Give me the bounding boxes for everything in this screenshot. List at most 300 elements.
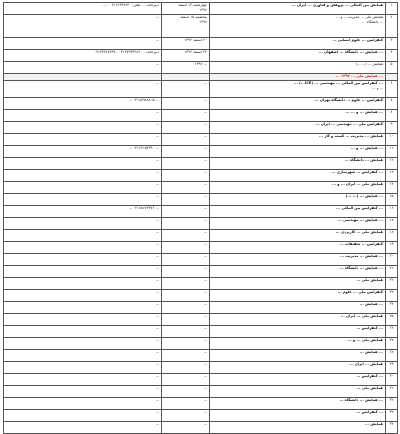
row-number-cell [386, 194, 398, 206]
table-row [4, 122, 398, 134]
row-number: ۱۳ [389, 170, 394, 174]
event-title-cell [210, 326, 386, 338]
date-cell [162, 81, 210, 98]
table-row [4, 182, 398, 194]
date-text: ... [203, 182, 207, 186]
date-text: ... [203, 218, 207, 222]
event-title-text: ... کنفرانس ... [356, 326, 383, 330]
row-number-cell [386, 98, 398, 110]
table-row [4, 254, 398, 266]
contact-text: ... [155, 398, 159, 402]
date-text: ... [203, 422, 207, 426]
contact-text: ... [155, 15, 159, 19]
date-cell [162, 158, 210, 170]
contact-cell [4, 326, 162, 338]
contact-cell [4, 122, 162, 134]
date-cell [162, 266, 210, 278]
date-cell [162, 326, 210, 338]
date-text: ... [203, 302, 207, 306]
event-title-text: ... کنفرانس بین المللی ... [336, 206, 383, 210]
table-row [4, 218, 398, 230]
row-number: ۲۲ [389, 278, 394, 282]
contact-cell [4, 206, 162, 218]
contact-text: ... [155, 386, 159, 390]
date-cell [162, 374, 210, 386]
table-row [4, 74, 398, 81]
event-title-cell [210, 338, 386, 350]
row-number-cell [386, 110, 398, 122]
event-title-text: ... همایش ... دانشگاه ... [339, 398, 383, 402]
contact-cell [4, 50, 162, 62]
contact-cell [4, 194, 162, 206]
row-number: ۲۸ [389, 350, 394, 354]
table-row [4, 50, 398, 62]
date-text: ... [203, 254, 207, 258]
table-row [4, 302, 398, 314]
contact-cell [4, 410, 162, 422]
event-title-text: ... همایش ... [359, 350, 383, 354]
event-title-text: ... همایش ... مهندسی ... [337, 218, 383, 222]
date-text: ... [203, 374, 207, 378]
table-row [4, 410, 398, 422]
contact-text: ... [155, 278, 159, 282]
event-title-cell [210, 422, 386, 434]
date-cell [162, 110, 210, 122]
event-table [3, 2, 398, 434]
date-text: ... [203, 290, 207, 294]
contact-cell [4, 350, 162, 362]
date-cell [162, 15, 210, 38]
contact-cell [4, 74, 162, 81]
contact-cell [4, 266, 162, 278]
event-title-cell [210, 254, 386, 266]
date-text: ... [203, 122, 207, 126]
event-title-text: همایش بین المللی ... پژوهش و فناوری ... ایران ... [291, 3, 383, 7]
event-title-text: همایش ملی ... ایران ... [340, 314, 383, 318]
row-number-cell [386, 398, 398, 410]
table-row [4, 386, 398, 398]
row-number-cell [386, 206, 398, 218]
date-cell [162, 278, 210, 290]
row-number-cell [386, 15, 398, 38]
event-title-text: کنفرانس ملی ... مهندسی ... ایران ... [315, 122, 383, 126]
date-cell [162, 206, 210, 218]
date-text: ... [203, 146, 207, 150]
date-text: ... [203, 110, 207, 114]
contact-text: ... [155, 362, 159, 366]
date-text [164, 74, 207, 79]
event-title-text: ... همایش ... [359, 302, 383, 306]
document-page [3, 2, 397, 426]
contact-text: ... [155, 350, 159, 354]
event-table-body [4, 3, 398, 434]
event-title-text: ... کنفرانس ... [356, 410, 383, 414]
table-row [4, 350, 398, 362]
contact-text: ... ۰۲۱۶۶۱۵۴۲۹۰ ... [128, 146, 159, 150]
table-row [4, 278, 398, 290]
date-cell [162, 146, 210, 158]
event-title-text: ... کنفرانس بین المللی ... مهندسی ... (ICE...) ... [293, 81, 383, 85]
event-title-text: همایش ... [364, 422, 383, 426]
date-text: ... [203, 230, 207, 234]
row-number: ۷ [390, 98, 393, 102]
date-cell [162, 254, 210, 266]
contact-cell [4, 170, 162, 182]
event-title-cell [210, 15, 386, 38]
date-text: ... [203, 81, 207, 85]
table-row [4, 290, 398, 302]
table-row [4, 314, 398, 326]
contact-text: ... [155, 158, 159, 162]
contact-cell [4, 158, 162, 170]
event-title-text: ... همایش ... دانشگاه ... [339, 266, 383, 270]
row-number-cell [386, 242, 398, 254]
row-number-cell [386, 326, 398, 338]
event-title-cell [210, 81, 386, 98]
event-title-text: ... همایش ... و ... ... [345, 110, 383, 114]
table-row [4, 81, 398, 98]
row-number-cell [386, 410, 398, 422]
event-title-text: همایش ... مدیریت ... کسب و کار ... [318, 134, 383, 138]
row-number-cell [386, 338, 398, 350]
contact-cell [4, 38, 162, 50]
row-number: ۳ [390, 38, 393, 42]
contact-cell [4, 15, 162, 38]
date-cell [162, 362, 210, 374]
contact-cell [4, 218, 162, 230]
event-title-cell [210, 386, 386, 398]
event-title-cell [210, 158, 386, 170]
contact-text: ... [155, 410, 159, 414]
event-title-text: ... همایش ... (... ...) [345, 194, 383, 198]
contact-cell [4, 182, 162, 194]
event-title-text: همایش ... ایران ... [349, 362, 383, 366]
contact-text: ... [155, 302, 159, 306]
date-text: ... [203, 98, 207, 102]
table-row [4, 146, 398, 158]
event-title-text: ... دانشگاه ... [362, 20, 383, 25]
date-text: ... [203, 350, 207, 354]
event-title-cell [210, 122, 386, 134]
date-cell [162, 398, 210, 410]
date-text: ۱۳۹۶ [199, 8, 207, 13]
contact-text: ... ۰۲۱۸۸۶۷۲۳۷۶ ... [128, 206, 159, 210]
date-text: ... [203, 242, 207, 246]
row-number-cell [386, 290, 398, 302]
contact-text: ... [155, 218, 159, 222]
event-title-cell [210, 290, 386, 302]
table-row [4, 38, 398, 50]
contact-text: ... [155, 182, 159, 186]
event-title-cell [210, 182, 386, 194]
event-title-cell [210, 410, 386, 422]
contact-cell [4, 362, 162, 374]
row-number-cell [386, 302, 398, 314]
contact-cell [4, 254, 162, 266]
table-row [4, 422, 398, 434]
contact-cell [4, 314, 162, 326]
date-text: ... ۱۳۹۷ [194, 62, 207, 66]
date-cell [162, 122, 210, 134]
table-row [4, 194, 398, 206]
row-number-cell [386, 350, 398, 362]
event-title-cell [210, 230, 386, 242]
event-title-text: همایش ملی ... [356, 278, 383, 282]
row-number: ۲۰ [389, 254, 394, 258]
row-number: ۹ [390, 122, 393, 126]
contact-cell [4, 242, 162, 254]
row-number-cell [386, 422, 398, 434]
event-title-text: ... کنفرانس ... [356, 374, 383, 378]
row-number: ۲۱ [389, 266, 394, 270]
contact-text: ... [155, 194, 159, 198]
event-title-text: ... و ... [372, 86, 383, 91]
date-cell [162, 98, 210, 110]
date-text: ... [203, 206, 207, 210]
row-number-cell [386, 374, 398, 386]
date-text: ... [203, 278, 207, 282]
event-title-cell [210, 146, 386, 158]
contact-cell [4, 81, 162, 98]
row-number-cell [386, 266, 398, 278]
row-number: ۱۵ [389, 194, 394, 198]
row-number-cell [386, 38, 398, 50]
event-title-text: همایش ... (... ...) [355, 62, 383, 66]
date-cell [162, 302, 210, 314]
contact-cell [4, 422, 162, 434]
event-title-cell [210, 314, 386, 326]
date-text: ... [203, 158, 207, 162]
event-title-text: کنفرانس ... علوم ... دانشگاه تهران ... [314, 98, 383, 102]
date-cell [162, 218, 210, 230]
date-cell [162, 410, 210, 422]
date-cell [162, 3, 210, 15]
row-number-cell [386, 3, 398, 15]
contact-text: ... [155, 170, 159, 174]
contact-text: دبیرخانه: ... ۰۳۱۳۷۹۳۴۲۸۶ - ۰۹۱۳۳۲۸۸۳۹۷ [94, 50, 159, 54]
table-row [4, 15, 398, 38]
event-title-cell [210, 374, 386, 386]
date-cell [162, 230, 210, 242]
date-cell [162, 338, 210, 350]
contact-cell [4, 278, 162, 290]
row-number: ۸ [390, 110, 393, 114]
contact-text: ... [155, 110, 159, 114]
event-title-cell [210, 206, 386, 218]
event-title-cell [210, 62, 386, 74]
event-title-text: ... همایش ... و ... [350, 146, 383, 150]
row-number-cell [386, 74, 398, 81]
contact-cell [4, 62, 162, 74]
contact-cell [4, 146, 162, 158]
row-number: ۲۴ [389, 302, 394, 306]
table-row [4, 338, 398, 350]
table-row [4, 98, 398, 110]
contact-text: ... ۰۲۱۸۸۹۸۸۸۰۵ ... [128, 98, 159, 102]
event-title-cell [210, 278, 386, 290]
contact-cell [4, 374, 162, 386]
row-number-cell [386, 62, 398, 74]
row-number: ۲۷ [389, 338, 394, 342]
date-cell [162, 170, 210, 182]
date-cell [162, 242, 210, 254]
event-title-text: کنفرانس ... تحقیقات ... [339, 242, 383, 246]
row-number-cell [386, 146, 398, 158]
row-number-cell [386, 218, 398, 230]
event-title-cell [210, 194, 386, 206]
contact-text [6, 74, 159, 79]
date-cell [162, 350, 210, 362]
row-number-cell [386, 122, 398, 134]
row-number-cell [386, 278, 398, 290]
event-title-text: همایش ... دانشگاه ... [344, 158, 383, 162]
table-row [4, 230, 398, 242]
table-row [4, 62, 398, 74]
row-number: ۱۱ [389, 146, 394, 150]
row-number: ۲۹ [389, 362, 394, 366]
row-number-cell [386, 158, 398, 170]
table-row [4, 206, 398, 218]
table-row [4, 170, 398, 182]
contact-text: ... [155, 62, 159, 66]
date-cell [162, 422, 210, 434]
contact-text: ... [155, 242, 159, 246]
event-title-text: همایش ملی ... مدیریت ... و ... [336, 15, 383, 19]
date-cell [162, 386, 210, 398]
contact-text: ... [155, 122, 159, 126]
date-cell [162, 50, 210, 62]
contact-text: ... [155, 374, 159, 378]
row-number: ۴ [390, 50, 393, 54]
row-number: ۱۲ [389, 158, 394, 162]
row-number-cell [386, 182, 398, 194]
date-text: ... [203, 194, 207, 198]
row-number-cell [386, 134, 398, 146]
table-row [4, 266, 398, 278]
table-row [4, 110, 398, 122]
row-number: ۵ [390, 62, 393, 66]
row-number-cell [386, 314, 398, 326]
event-title-text: همایش ملی ... [356, 386, 383, 390]
event-title-text: ... همایش ... مدیریت ... [339, 254, 383, 258]
row-number-cell [386, 50, 398, 62]
contact-text: ... [155, 326, 159, 330]
date-text: ... [203, 338, 207, 342]
event-title-cell [210, 266, 386, 278]
date-cell [162, 62, 210, 74]
row-number-cell [386, 230, 398, 242]
event-title-cell [210, 134, 386, 146]
row-number: ۳۱ [389, 386, 394, 390]
date-cell [162, 290, 210, 302]
date-cell [162, 38, 210, 50]
contact-text: ... [155, 134, 159, 138]
row-number: ۲ [390, 15, 393, 19]
event-title-text: همایش ملی ... ایران ... و ... [331, 182, 383, 186]
event-title-text: کنفرانس ... علوم انسانی ... [332, 38, 383, 42]
row-number-cell [386, 81, 398, 98]
row-number: ۱۹ [389, 242, 394, 246]
date-text: ... [203, 134, 207, 138]
row-number: ۱۴ [389, 182, 394, 186]
contact-text: ... [155, 290, 159, 294]
date-text: ... [203, 170, 207, 174]
date-text: چهارشنبه ۱۴ اسفند [178, 3, 207, 7]
row-number: ۲۶ [389, 326, 394, 330]
contact-cell [4, 134, 162, 146]
event-title-text: ... همایش ملی ... ۱۳۹۷ ... [335, 74, 383, 78]
event-title-cell [210, 302, 386, 314]
event-title-cell [210, 74, 386, 81]
row-number-cell [386, 170, 398, 182]
event-title-text: همایش ملی ... و ... [347, 338, 383, 342]
event-title-cell [210, 242, 386, 254]
event-title-cell [210, 350, 386, 362]
table-row [4, 3, 398, 15]
event-title-cell [210, 98, 386, 110]
row-number: ۳۰ [389, 374, 394, 378]
contact-text: دبیرخانه: ... تلفن: ۰۲۱۶۶۴۹۴۸۴۰ - ... [102, 3, 159, 7]
date-text: ... [203, 326, 207, 330]
date-cell [162, 134, 210, 146]
table-row [4, 134, 398, 146]
row-number: ۳۴ [389, 422, 394, 426]
table-row [4, 158, 398, 170]
date-cell [162, 182, 210, 194]
row-number: ۳۲ [389, 398, 394, 402]
row-number-cell [386, 362, 398, 374]
date-text: ۱۳۹۶ [199, 20, 207, 25]
contact-cell [4, 110, 162, 122]
event-title-cell [210, 38, 386, 50]
date-text: پنجشنبه ۱۵ اسفند [180, 15, 207, 19]
row-number: ۱۰ [389, 134, 394, 138]
date-text: ... [203, 362, 207, 366]
table-row [4, 326, 398, 338]
date-text: ۲۴ اسفند ۱۳۹۶ [184, 50, 207, 54]
date-text: ... [203, 398, 207, 402]
row-number: ۲۳ [389, 290, 394, 294]
table-row [4, 362, 398, 374]
row-number: ۳۳ [389, 410, 394, 414]
date-cell [162, 74, 210, 81]
contact-text: ... [155, 266, 159, 270]
event-title-text: همایش ملی ... کاربردی ... [335, 230, 383, 234]
contact-text: ... [155, 314, 159, 318]
date-text: ۲۰ اسفند ۱۳۹۶ [184, 38, 207, 42]
event-title-cell [210, 398, 386, 410]
contact-text: ... [155, 422, 159, 426]
date-text: ... [203, 386, 207, 390]
contact-cell [4, 338, 162, 350]
date-text: ... [203, 410, 207, 414]
date-cell [162, 194, 210, 206]
row-number-cell [386, 254, 398, 266]
row-number: ۱۶ [389, 206, 394, 210]
contact-cell [4, 98, 162, 110]
row-number: ۶ [390, 81, 393, 85]
contact-text: ... [155, 38, 159, 42]
event-title-cell [210, 50, 386, 62]
contact-cell [4, 3, 162, 15]
contact-text: ... [155, 338, 159, 342]
contact-text: ... [155, 230, 159, 234]
contact-text: ... [155, 81, 159, 85]
row-number: ۱۸ [389, 230, 394, 234]
date-text: ... [203, 266, 207, 270]
table-row [4, 398, 398, 410]
event-title-text: کنفرانس ملی ... علوم ... [337, 290, 383, 294]
